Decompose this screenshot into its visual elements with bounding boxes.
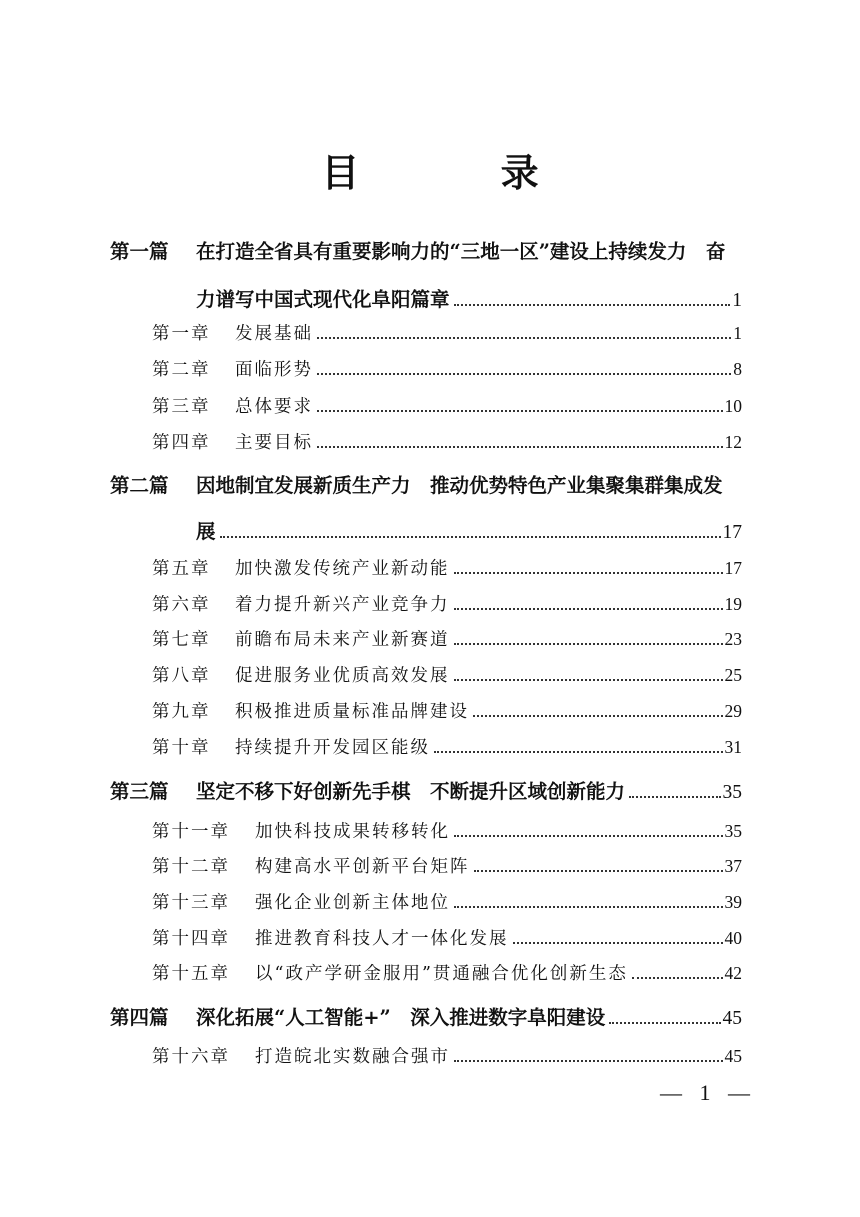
toc-part-heading[interactable]	[110, 236, 756, 264]
toc-page: 17	[722, 522, 742, 543]
toc-chapter[interactable]	[152, 853, 742, 878]
dot-leader	[454, 679, 723, 681]
toc-text: 推进教育科技人才一体化发展	[255, 929, 509, 949]
dot-leader	[629, 796, 720, 798]
toc-chapter[interactable]	[152, 818, 742, 843]
toc-page: 45	[724, 1046, 742, 1066]
dot-leader	[317, 337, 731, 339]
toc-label: 第三篇	[110, 780, 169, 803]
toc-chapter[interactable]	[152, 429, 742, 454]
toc-page: 45	[722, 1008, 742, 1029]
dot-leader	[632, 977, 723, 979]
toc-chapter[interactable]	[152, 925, 742, 950]
toc-text: 因地制宜发展新质生产力 推动优势特色产业集聚集群集成发	[196, 474, 723, 497]
dot-leader	[454, 835, 723, 837]
toc-label: 第三章	[152, 397, 211, 417]
toc-text: 面临形势	[235, 360, 313, 380]
toc-text: 加快科技成果转移转化	[255, 822, 450, 842]
toc-label: 第十二章	[152, 857, 230, 877]
toc-page: 35	[722, 782, 742, 803]
dot-leader	[317, 373, 731, 375]
toc-label: 第一章	[152, 324, 211, 344]
toc-chapter[interactable]	[152, 320, 742, 345]
toc-page: 19	[724, 594, 742, 614]
toc-label: 第八章	[152, 666, 211, 686]
toc-chapter[interactable]	[152, 626, 742, 651]
toc-label: 第七章	[152, 630, 211, 650]
toc-page: 23	[724, 629, 742, 649]
toc-label: 第十三章	[152, 893, 230, 913]
toc-chapter[interactable]	[152, 889, 742, 914]
toc-text: 主要目标	[235, 433, 313, 453]
dot-leader	[513, 942, 723, 944]
toc-page: 35	[724, 821, 742, 841]
page-title: 目 录	[321, 150, 603, 195]
toc-label: 第十一章	[152, 822, 230, 842]
dot-leader	[317, 446, 723, 448]
toc-text: 深化拓展“人工智能+” 深入推进数字阜阳建设	[196, 1006, 606, 1029]
toc-page: 10	[724, 396, 742, 416]
toc-text: 力谱写中国式现代化阜阳篇章	[196, 288, 450, 311]
dot-leader	[317, 410, 723, 412]
page-number: — 1 —	[660, 1080, 756, 1105]
dot-leader	[454, 572, 723, 574]
toc-chapter[interactable]	[152, 662, 742, 687]
toc-text: 持续提升开发园区能级	[235, 738, 430, 758]
toc-text: 强化企业创新主体地位	[255, 893, 450, 913]
toc-text: 以“政产学研金服用”贯通融合优化创新生态	[255, 964, 628, 984]
toc-part-heading[interactable]	[110, 776, 742, 804]
toc-text: 着力提升新兴产业竞争力	[235, 595, 450, 615]
toc-chapter[interactable]	[152, 555, 742, 580]
dot-leader	[473, 715, 723, 717]
dot-leader	[454, 304, 731, 306]
toc-part-heading[interactable]	[110, 1002, 742, 1030]
toc-page: 40	[724, 928, 742, 948]
dot-leader	[454, 608, 723, 610]
toc-chapter[interactable]	[152, 1043, 742, 1068]
toc-page: 17	[724, 558, 742, 578]
toc-text: 在打造全省具有重要影响力的“三地一区”建设上持续发力 奋	[196, 240, 726, 263]
toc-text: 积极推进质量标准品牌建设	[235, 702, 469, 722]
dot-leader	[609, 1022, 720, 1024]
toc-page: 39	[724, 892, 742, 912]
toc-part-heading-continued[interactable]	[196, 516, 742, 544]
toc-chapter[interactable]	[152, 591, 742, 616]
toc-text: 前瞻布局未来产业新赛道	[235, 630, 450, 650]
dot-leader	[434, 751, 723, 753]
toc-page: 12	[724, 432, 742, 452]
toc-chapter[interactable]	[152, 960, 742, 985]
toc-label: 第二章	[152, 360, 211, 380]
toc-part-heading[interactable]	[110, 470, 756, 498]
toc-page: 25	[724, 665, 742, 685]
toc-label: 第十四章	[152, 929, 230, 949]
toc-text: 总体要求	[235, 397, 313, 417]
toc-text: 打造皖北实数融合强市	[255, 1047, 450, 1067]
toc-label: 第四篇	[110, 1006, 169, 1029]
toc-page: 1	[732, 290, 742, 311]
toc-text: 坚定不移下好创新先手棋 不断提升区域创新能力	[196, 780, 626, 803]
toc-chapter[interactable]	[152, 393, 742, 418]
toc-part-heading-continued[interactable]	[196, 284, 742, 312]
toc-chapter[interactable]	[152, 698, 742, 723]
dot-leader	[454, 1060, 723, 1062]
toc-label: 第六章	[152, 595, 211, 615]
toc-chapter[interactable]	[152, 356, 742, 381]
toc-page: 37	[724, 856, 742, 876]
toc-label: 第十章	[152, 738, 211, 758]
toc-chapter[interactable]	[152, 734, 742, 759]
toc-page: 29	[724, 701, 742, 721]
toc-label: 第二篇	[110, 474, 169, 497]
toc-text: 促进服务业优质高效发展	[235, 666, 450, 686]
toc-text: 加快激发传统产业新动能	[235, 559, 450, 579]
toc-page: 31	[724, 737, 742, 757]
dot-leader	[454, 643, 723, 645]
toc-label: 第十六章	[152, 1047, 230, 1067]
dot-leader	[220, 536, 721, 538]
toc-label: 第九章	[152, 702, 211, 722]
toc-page: 42	[724, 963, 742, 983]
toc-page: 8	[733, 359, 742, 379]
toc-label: 第五章	[152, 559, 211, 579]
dot-leader	[474, 870, 723, 872]
toc-label: 第一篇	[110, 240, 169, 263]
toc-text: 发展基础	[235, 324, 313, 344]
toc-label: 第十五章	[152, 964, 230, 984]
dot-leader	[454, 906, 723, 908]
toc-label: 第四章	[152, 433, 211, 453]
toc-text: 构建高水平创新平台矩阵	[255, 857, 470, 877]
toc-page: 1	[733, 323, 742, 343]
toc-text: 展	[196, 520, 216, 543]
